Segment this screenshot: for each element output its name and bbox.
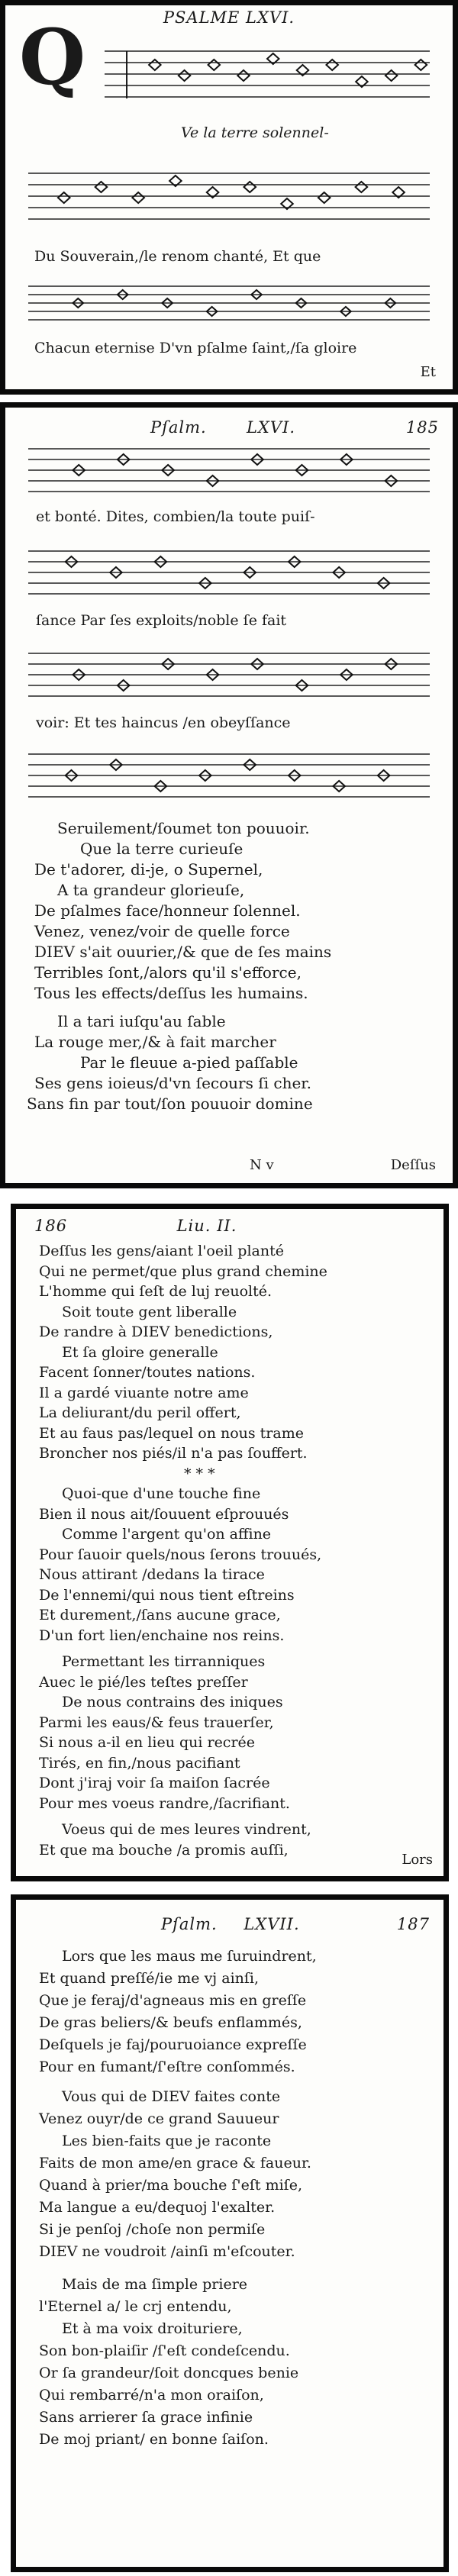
verse-line: Quoi-que d'une touche fine: [62, 1485, 261, 1502]
verse-line: Lors que les maus me ſuruindrent,: [62, 1948, 317, 1965]
music-staff: [28, 443, 430, 499]
psalm-verses: [27, 818, 434, 1114]
lyric-line-1: et bonté. Dites, combien/la toute puiſ-: [36, 508, 315, 525]
verse-line: Or ſa grandeur/ſoit doncques benie: [39, 2365, 299, 2381]
music-staff-2: [28, 166, 430, 227]
verse-line: Par le fleuue a-pied paſſable: [80, 1053, 298, 1072]
verse-line: L'homme qui ſeſt de luj reuolté.: [39, 1283, 273, 1300]
verse-line: Et quand preſſé/ie me vj ainſi,: [39, 1970, 260, 1987]
header-center: Liu. II.: [176, 1217, 237, 1235]
verse-line: Deſſus les gens/aiant l'oeil planté: [39, 1243, 284, 1259]
verse-line: De gras beliers/& beufs enflammés,: [39, 2014, 302, 2031]
lyric-line-2: ſance Par ſes exploits/noble ſe fait: [36, 612, 287, 629]
verse-line: Pour ſauoir quels/nous ſerons trouués,: [39, 1546, 322, 1563]
psalm-verses: [39, 1946, 425, 2451]
verse-line: De nous contrains des iniques: [62, 1694, 283, 1710]
page-number: 187: [396, 1915, 430, 1933]
psalm-verses: [39, 1241, 425, 1860]
verse-line: Bien il nous ait/ſouuent eſprouués: [39, 1505, 289, 1523]
music-staff-4: [28, 748, 430, 804]
section-separator: * * *: [184, 1465, 215, 1482]
verse-line: Et à ma voix droituriere,: [62, 2320, 243, 2337]
verse-line: DIEV s'ait ouurier,/& que de ſes mains: [34, 943, 332, 961]
verse-line: Terribles ſont,/alors qu'il s'efforce,: [34, 963, 302, 982]
verse-line: Vous qui de DIEV faites conte: [62, 2088, 281, 2105]
verse-line: Faits de mon ame/en grace & faueur.: [39, 2155, 311, 2171]
verse-line: Qui rembarré/n'a mon oraiſon,: [39, 2387, 264, 2404]
music-staff-3: [28, 647, 430, 704]
verse-line: Mais de ma ſimple priere: [62, 2276, 248, 2293]
page-number: 185: [405, 418, 439, 437]
page-number: 186: [34, 1217, 68, 1235]
verse-line: Broncher nos piés/il n'a pas ſouffert.: [39, 1445, 308, 1462]
header-left: Pſalm.: [150, 418, 207, 437]
catchword: Lors: [402, 1852, 433, 1868]
staff-notation-3: [28, 647, 430, 704]
verse-line: De randre à DIEV benedictions,: [39, 1323, 273, 1340]
verse-line: Quand à prier/ma bouche ſ'eſt miſe,: [39, 2177, 302, 2194]
catchword: Deſſus: [390, 1157, 436, 1173]
verse-line: Et que ma bouche /a promis auſſi,: [39, 1841, 289, 1859]
verse-line: D'un fort lien/enchaine nos reins.: [39, 1627, 285, 1644]
header-title: PSALME LXVI.: [163, 8, 295, 27]
verse-line: De l'ennemi/qui nous tient eſtreins: [39, 1586, 295, 1604]
verse-line: Parmi les eaus/& feus trauerſer,: [39, 1714, 274, 1731]
lyric-line-3: Chacun eternise D'vn pſalme ſaint,/ſa gloire: [34, 340, 357, 356]
verse-line: Nous attirant /dedans la tirace: [39, 1566, 265, 1583]
verse-line: Comme l'argent qu'on affine: [62, 1526, 272, 1543]
staff-notation: [105, 44, 430, 105]
verse-line: Venez ouyr/de ce grand Sauueur: [39, 2110, 279, 2127]
verse-line: Et ſa gloire generalle: [62, 1343, 218, 1361]
verse-line: Et durement,/ſans aucune grace,: [39, 1607, 281, 1623]
page-1: [0, 0, 458, 395]
music-staff-3: [28, 280, 430, 326]
verse-line: Facent ſonner/toutes nations.: [39, 1364, 256, 1381]
staff-notation-3: [28, 280, 430, 326]
page-4: [11, 1894, 449, 2572]
verse-line: Qui ne permet/que plus grand chemine: [39, 1262, 327, 1280]
verse-line: Dont j'iraj voir ſa maiſon ſacrée: [39, 1775, 270, 1791]
verse-line: Si je penſoj /choſe non permiſe: [39, 2221, 266, 2238]
verse-line: Deſquels je faj/pouruoiance expreſſe: [39, 2036, 307, 2053]
verse-line: De moj priant/ en bonne ſaiſon.: [39, 2431, 269, 2448]
verse-line: Son bon-plaiſir /ſ'eſt condeſcendu.: [39, 2342, 290, 2359]
verse-line: Sans fin par tout/ſon pouuoir domine: [27, 1095, 313, 1113]
verse-line: Sans arrierer ſa grace infinie: [39, 2409, 253, 2426]
verse-line: Pour mes voeus randre,/ſacrifiant.: [39, 1794, 290, 1812]
verse-line: Seruilement/ſoumet ton pouuoir.: [57, 819, 310, 837]
header-left: Pſalm.: [161, 1915, 218, 1933]
verse-line: DIEV ne voudroit /ainſi m'eſcouter.: [39, 2243, 295, 2260]
catchword: Et: [420, 364, 436, 380]
staff-notation: [28, 443, 430, 499]
header-center: LXVI.: [246, 418, 296, 437]
verse-line: La rouge mer,/& à fait marcher: [34, 1033, 276, 1051]
staff-notation-4: [28, 748, 430, 804]
lyric-line-3: voir: Et tes haincus /en obeyſſance: [36, 714, 291, 731]
music-staff-2: [28, 545, 430, 601]
header-center: LXVII.: [244, 1915, 300, 1933]
staff-notation-2: [28, 166, 430, 227]
verse-line: De t'adorer, di-je, o Supernel,: [34, 860, 263, 879]
staff-notation-2: [28, 545, 430, 601]
verse-line: Pour en fumant/ſ'eſtre conſommés.: [39, 2059, 295, 2075]
verse-line: Tirés, en fin,/nous pacifiant: [39, 1754, 240, 1772]
verse-line: Venez, venez/voir de quelle force: [34, 922, 290, 940]
verse-line: l'Eternel a/ le crj entendu,: [39, 2298, 232, 2315]
verse-line: Tous les effects/deſſus les humains.: [34, 984, 308, 1002]
verse-line: Soit toute gent liberalle: [62, 1303, 237, 1320]
page-3: [11, 1204, 449, 1881]
signature-mark: N v: [250, 1157, 274, 1173]
verse-line: De pſalmes face/honneur ſolennel.: [34, 901, 301, 920]
verse-line: Auec le pié/les teſtes preſſer: [39, 1673, 248, 1691]
verse-line: Les bien-faits que je raconte: [62, 2133, 272, 2149]
drop-cap: Q: [19, 12, 86, 102]
verse-line: Ses gens ioieus/d'vn ſecours ſi cher.: [34, 1074, 312, 1092]
verse-line: Il a gardé viuante notre ame: [39, 1384, 249, 1401]
verse-line: Ma langue a eu/dequoj l'exalter.: [39, 2199, 276, 2216]
verse-line: Que la terre curieuſe: [80, 840, 244, 858]
verse-line: Que je feraj/d'agneaus mis en greſſe: [39, 1992, 307, 2009]
lyric-line-1: Ve la terre solennel-: [181, 124, 329, 141]
lyric-line-2: Du Souverain,/le renom chanté, Et que: [34, 248, 321, 265]
verse-line: Il a tari iuſqu'au ſable: [57, 1012, 226, 1030]
page-2: [0, 402, 458, 1188]
verse-line: Et au faus pas/lequel on nous trame: [39, 1424, 304, 1442]
verse-line: Si nous a-il en lieu qui recrée: [39, 1734, 256, 1751]
verse-line: Voeus qui de mes leures vindrent,: [62, 1821, 311, 1838]
verse-line: A ta grandeur glorieuſe,: [57, 881, 245, 899]
verse-line: La deliurant/du peril offert,: [39, 1404, 241, 1421]
music-staff: [105, 44, 430, 105]
verse-line: Permettant les tirranniques: [62, 1653, 266, 1670]
